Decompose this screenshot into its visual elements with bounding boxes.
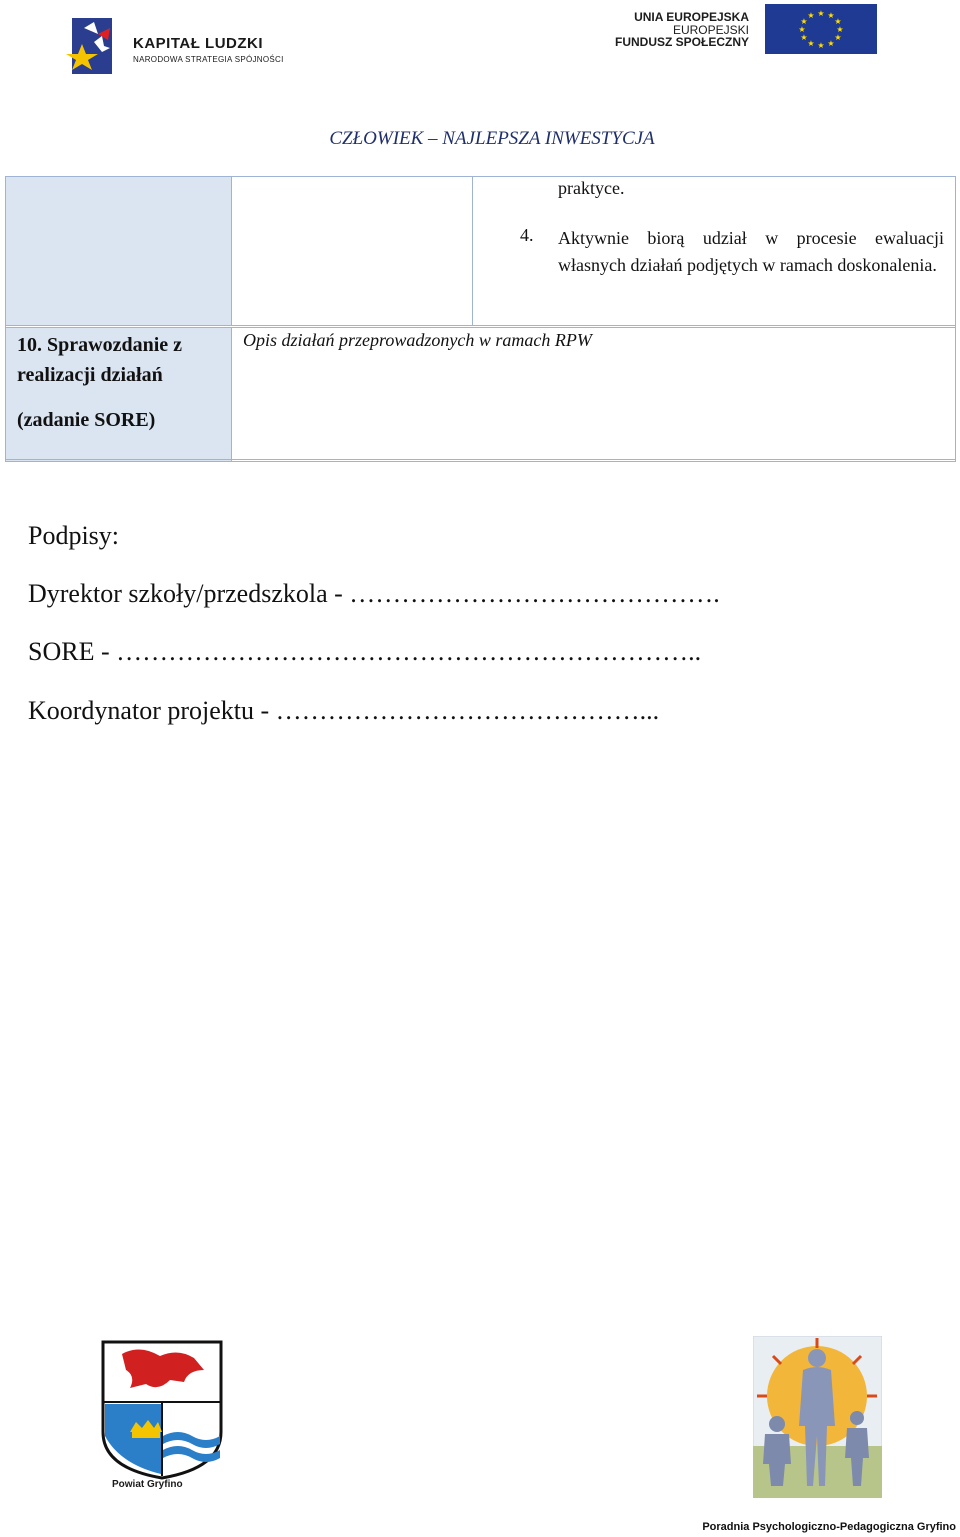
svg-text:★: ★ (834, 33, 842, 42)
kapital-ludzki-logo (64, 14, 314, 80)
eu-line-2: EUROPEJSKI (672, 23, 749, 37)
powiat-gryfino-label: Powiat Gryfino (112, 1479, 183, 1490)
table-bottom-border (5, 459, 956, 462)
powiat-gryfino-logo (100, 1340, 224, 1492)
eu-line-1: UNIA EUROPEJSKA (634, 10, 749, 24)
eu-logo (585, 4, 877, 56)
svg-text:★: ★ (834, 17, 842, 26)
svg-text:★: ★ (836, 25, 844, 34)
signature-director: Dyrektor szkoły/przedszkola - ……………………………………. (28, 579, 720, 608)
motto: CZŁOWIEK – NAJLEPSZA INWESTYCJA (329, 128, 655, 149)
kapital-ludzki-emblem-icon (64, 14, 132, 78)
family-sun-illustration-icon (753, 1336, 882, 1498)
kapital-ludzki-subtitle: NARODOWA STRATEGIA SPÓJNOŚCI (133, 55, 284, 64)
row-10-content: Opis działań przeprowadzonych w ramach RPW (243, 330, 592, 350)
svg-text:★: ★ (800, 33, 808, 42)
gryfino-coat-of-arms-icon (100, 1340, 224, 1492)
signature-coordinator: Koordynator projektu - ……………………………………... (28, 696, 660, 725)
svg-text:★: ★ (807, 11, 815, 20)
signatures-heading: Podpisy: (28, 521, 120, 550)
svg-text:★: ★ (798, 25, 806, 34)
row-9-item-4-number: 4. (520, 225, 534, 245)
kapital-ludzki-title: KAPITAŁ LUDZKI (133, 35, 264, 52)
eu-flag-icon (765, 4, 877, 54)
svg-text:★: ★ (827, 39, 835, 48)
row-10-sublabel: (zadanie SORE) (17, 409, 156, 431)
svg-text:★: ★ (800, 17, 808, 26)
footer-poradnia-name: Poradnia Psychologiczno-Pedagogiczna Gryfino (702, 1521, 956, 1533)
signature-sore: SORE - ………………………………………………………….. (28, 637, 702, 666)
svg-text:★: ★ (817, 41, 825, 50)
svg-text:★: ★ (817, 9, 825, 18)
poradnia-family-image (753, 1336, 882, 1498)
row-9-item-4-text: Aktywnie biorą udział w procesie ewaluacji własnych działań podjętych w ramach doskonalenia. (558, 228, 944, 275)
row-10-label: 10. Sprawozdanie z realizacji działań (17, 334, 182, 386)
row-9-text-tail: praktyce. (558, 178, 625, 198)
eu-line-3: FUNDUSZ SPOŁECZNY (614, 35, 749, 49)
table-row-9-label-cell (6, 177, 232, 326)
svg-text:★: ★ (827, 11, 835, 20)
table-row-9-middle-cell (232, 177, 473, 326)
svg-text:★: ★ (807, 39, 815, 48)
